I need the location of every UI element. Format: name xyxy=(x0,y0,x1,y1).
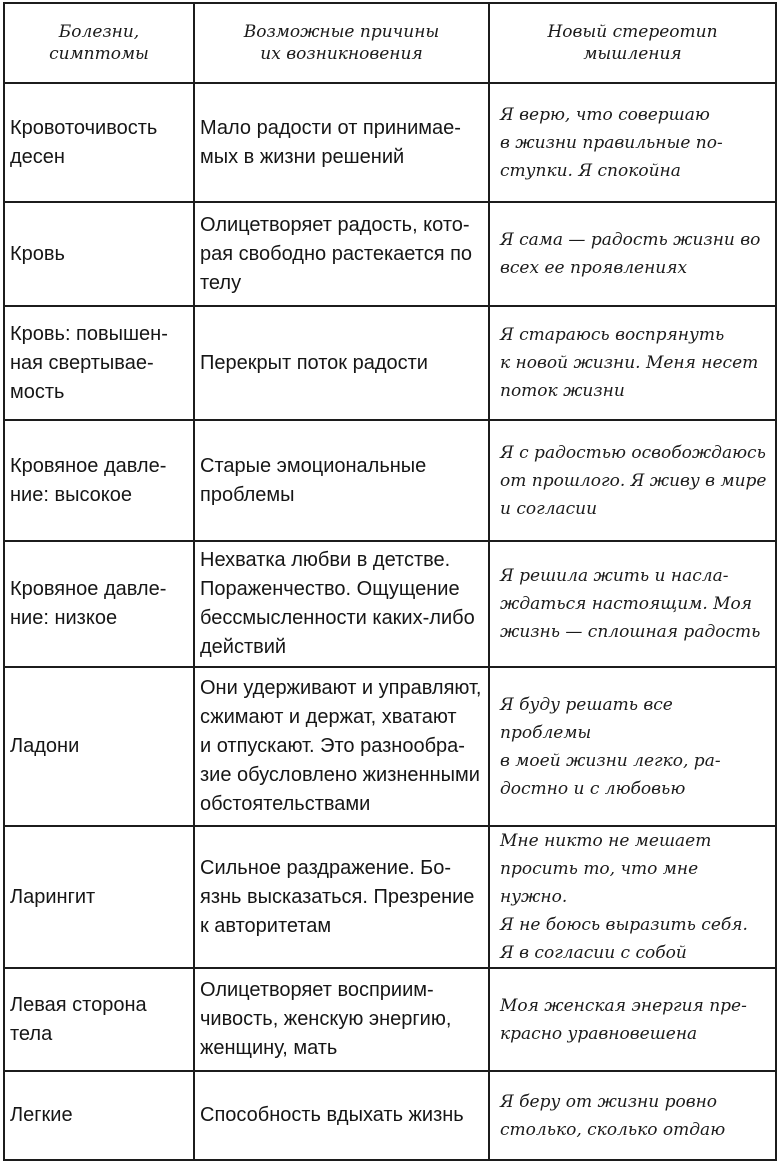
cause-cell xyxy=(194,826,489,968)
cause-cell xyxy=(194,667,489,826)
thought-cell xyxy=(489,306,776,420)
table-row xyxy=(4,1071,776,1160)
disease-cell xyxy=(4,968,194,1071)
disease-name: Кровь xyxy=(10,242,65,265)
thought-cell xyxy=(489,541,776,667)
thought-cell xyxy=(489,968,776,1071)
disease-name: Кровоточивость десен xyxy=(10,116,158,168)
cause-text: Способность вдыхать жизнь xyxy=(200,1104,464,1126)
table-row xyxy=(4,826,776,968)
disease-cell xyxy=(4,667,194,826)
cause-cell xyxy=(194,1071,489,1160)
disease-cell xyxy=(4,306,194,420)
header-new-thought: Новый стереотип мышления xyxy=(547,22,718,64)
disease-name: Кровь: повышен- ная свертывае- мость xyxy=(10,322,168,403)
cause-text: Старые эмоциональные проблемы xyxy=(200,454,427,506)
thought-cell xyxy=(489,826,776,968)
disease-name: Ладони xyxy=(10,735,80,757)
new-thought-text: Я сама — радость жизни во всех ее проявлениях xyxy=(500,230,761,278)
disease-cell xyxy=(4,83,194,202)
disease-name: Левая сторона тела xyxy=(10,993,147,1045)
table-row xyxy=(4,420,776,541)
disease-cell xyxy=(4,541,194,667)
disease-name: Легкие xyxy=(10,1104,73,1126)
cause-cell xyxy=(194,420,489,541)
table-row xyxy=(4,306,776,420)
cause-text: Олицетворяет восприим- чивость, женскую энергию, женщину, мать xyxy=(200,979,452,1059)
new-thought-text: Я решила жить и насла- ждаться настоящим. Моя жизнь — сплошная радость xyxy=(500,566,761,642)
thought-cell xyxy=(489,667,776,826)
disease-name: Кровяное давле- ние: низкое xyxy=(10,578,167,629)
cause-cell xyxy=(194,968,489,1071)
cause-text: Нехватка любви в детстве. Пораженчество. Ощущение бессмысленности каких-либо действий xyxy=(200,549,475,658)
thought-cell xyxy=(489,1071,776,1160)
table-row xyxy=(4,541,776,667)
new-thought-text: Я буду решать все проблемы в моей жизни легко, ра- достно и с любовью xyxy=(500,694,721,799)
disease-cell xyxy=(4,202,194,306)
cause-text: Перекрыт поток радости xyxy=(200,351,428,374)
table-row xyxy=(4,83,776,202)
header-diseases: Болезни, симптомы xyxy=(49,22,149,64)
cause-text: Мало радости от принимае- мых в жизни решений xyxy=(200,116,461,168)
cause-cell xyxy=(194,83,489,202)
header-row xyxy=(4,3,776,83)
new-thought-text: Мне никто не мешает просить то, что мне нужно. Я не боюсь выразить себя. Я в согласии с собой xyxy=(500,831,748,963)
header-causes: Возможные причины их возникновения xyxy=(243,22,440,64)
table-row xyxy=(4,667,776,826)
new-thought-text: Моя женская энергия пре- красно уравновешена xyxy=(500,995,747,1044)
disease-name: Кровяное давле- ние: высокое xyxy=(10,454,167,506)
header-cell-diseases xyxy=(4,3,194,83)
header-cell-causes xyxy=(194,3,489,83)
cause-cell xyxy=(194,306,489,420)
thought-cell xyxy=(489,202,776,306)
new-thought-text: Я с радостью освобождаюсь от прошлого. Я живу в мире и согласии xyxy=(500,442,767,519)
thought-cell xyxy=(489,83,776,202)
cause-text: Сильное раздражение. Бо- язнь высказаться. Презрение к авторитетам xyxy=(200,856,475,937)
disease-cell xyxy=(4,826,194,968)
new-thought-text: Я беру от жизни ровно столько, сколько отдаю xyxy=(500,1091,726,1140)
diseases-table xyxy=(3,2,777,1161)
cause-text: Они удерживают и управляют, сжимают и держат, хватают и отпускают. Это разнообра- зие обусловлено жизненными обстоятельствами xyxy=(200,677,482,815)
disease-cell xyxy=(4,1071,194,1160)
new-thought-text: Я стараюсь воспрянуть к новой жизни. Меня несет поток жизни xyxy=(500,325,759,401)
thought-cell xyxy=(489,420,776,541)
header-cell-new-thought xyxy=(489,3,776,83)
table-row xyxy=(4,202,776,306)
disease-cell xyxy=(4,420,194,541)
disease-name: Ларингит xyxy=(10,885,96,908)
new-thought-text: Я верю, что совершаю в жизни правильные по- ступки. Я спокойна xyxy=(500,104,723,181)
cause-cell xyxy=(194,202,489,306)
cause-text: Олицетворяет радость, кото- рая свободно растекается по телу xyxy=(200,213,473,294)
cause-cell xyxy=(194,541,489,667)
table-row xyxy=(4,968,776,1071)
